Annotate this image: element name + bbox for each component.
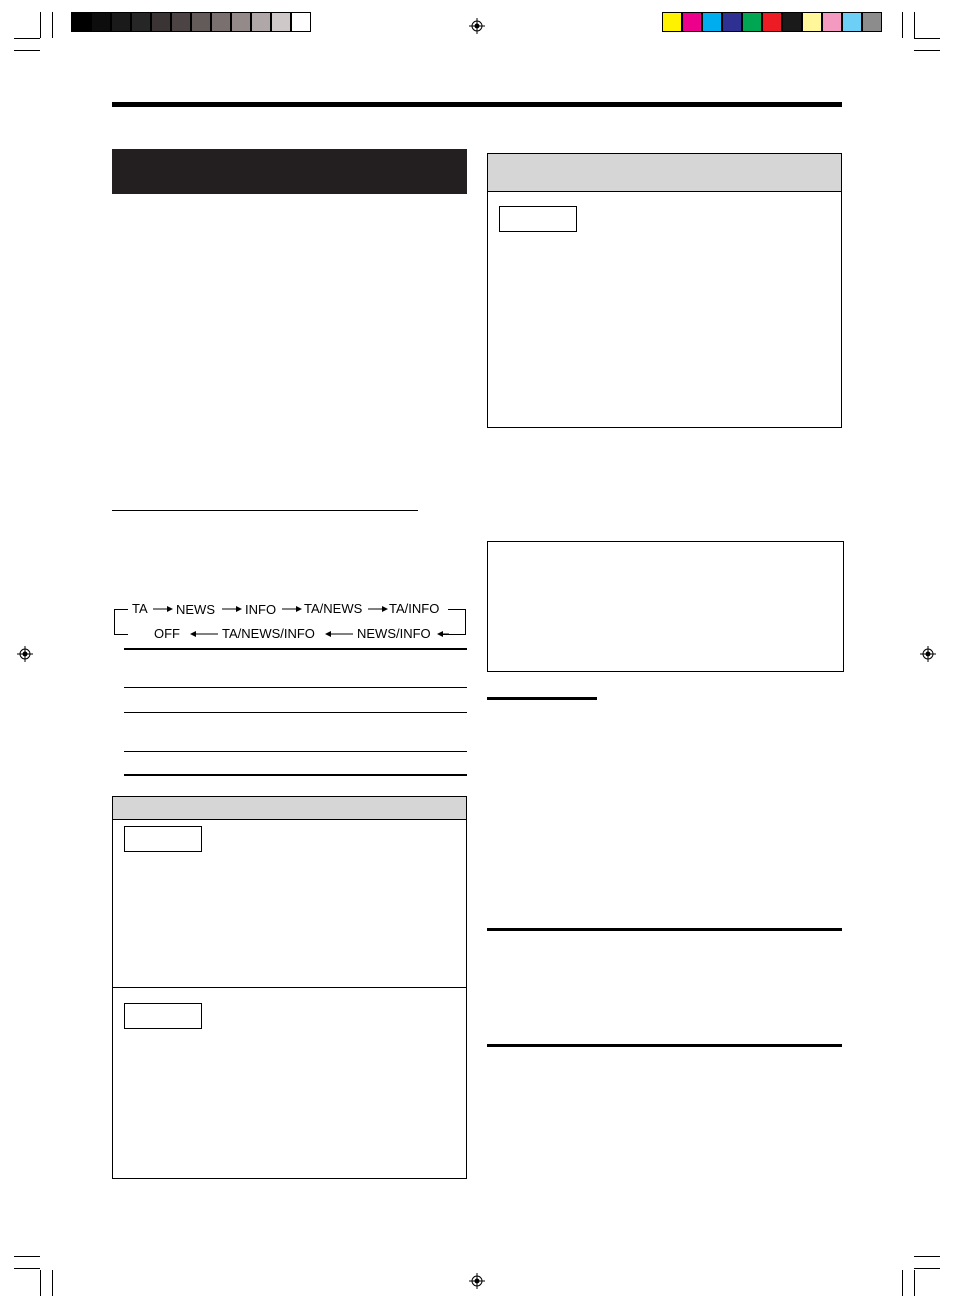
note-box [487,541,844,672]
gray-swatch [291,12,311,32]
info-box [487,153,842,428]
table-rule [124,648,467,650]
gray-swatch [71,12,91,32]
mode-label: TA/NEWS/INFO [222,626,315,641]
gray-swatch [111,12,131,32]
arrow-left-icon [325,630,353,638]
color-swatch [702,12,722,32]
panel-label-box [499,206,577,232]
crop-mark [914,50,940,51]
crop-mark [40,12,41,38]
section-rule [487,1044,842,1047]
color-swatch [862,12,882,32]
crop-mark [914,1270,915,1296]
table-rule [124,751,467,752]
mode-label: INFO [245,602,277,617]
crop-mark [14,50,40,51]
gray-swatch [251,12,271,32]
crop-mark [902,12,903,38]
color-swatch [762,12,782,32]
color-swatch [782,12,802,32]
mode-label: NEWS/INFO [357,626,431,641]
color-swatch [842,12,862,32]
color-swatch [822,12,842,32]
info-box-header [113,797,466,820]
gray-swatch [171,12,191,32]
subheading-underline [112,510,418,511]
panel-label-box [124,1003,202,1029]
crop-mark [14,1268,40,1269]
panel-label-box [124,826,202,852]
mode-label: TA/NEWS [304,601,363,616]
crosshair-registration-icon [469,1273,485,1289]
mode-label: TA [132,601,148,616]
arrow-right-icon [282,605,302,613]
arrow-right-icon [153,605,173,613]
crop-mark [40,1270,41,1296]
info-box-header [488,154,841,192]
section-rule [487,928,842,931]
cycle-return-line [465,609,466,635]
arrow-right-icon [368,605,388,613]
arrow-right-icon [222,605,242,613]
gray-swatch [131,12,151,32]
mode-label: NEWS [176,602,215,617]
crop-mark [902,1270,903,1296]
cycle-return-line [448,609,466,610]
gray-swatch [231,12,251,32]
gray-swatch [271,12,291,32]
crop-mark [914,12,915,38]
info-box [112,796,467,1179]
mode-label: TA/INFO [389,601,440,616]
color-swatch [742,12,762,32]
mode-cycle-diagram [112,598,468,642]
gray-swatch [151,12,171,32]
gray-swatch [91,12,111,32]
gray-swatch [191,12,211,32]
gray-swatch [211,12,231,32]
arrow-left-icon [437,630,449,638]
crop-mark [914,38,940,39]
table-rule [124,687,467,688]
cycle-return-line [114,609,128,610]
color-swatch [662,12,682,32]
crosshair-registration-icon [920,646,936,662]
crop-mark [914,1268,940,1269]
table-rule [124,774,467,776]
table-rule [124,712,467,713]
crop-mark [14,1256,40,1257]
arrow-left-icon [190,630,218,638]
crop-mark [52,1270,53,1296]
crop-mark [14,38,40,39]
mode-label: OFF [154,626,180,641]
page-top-rule [112,102,842,107]
color-swatch [802,12,822,32]
cycle-return-line [114,634,128,635]
cycle-return-line [114,609,115,635]
crosshair-registration-icon [469,18,485,34]
section-header-bar [112,149,467,194]
panel-divider [113,987,466,988]
color-swatch [682,12,702,32]
subheading-rule [487,697,597,700]
color-swatch [722,12,742,32]
crosshair-registration-icon [17,646,33,662]
crop-mark [52,12,53,38]
crop-mark [914,1256,940,1257]
